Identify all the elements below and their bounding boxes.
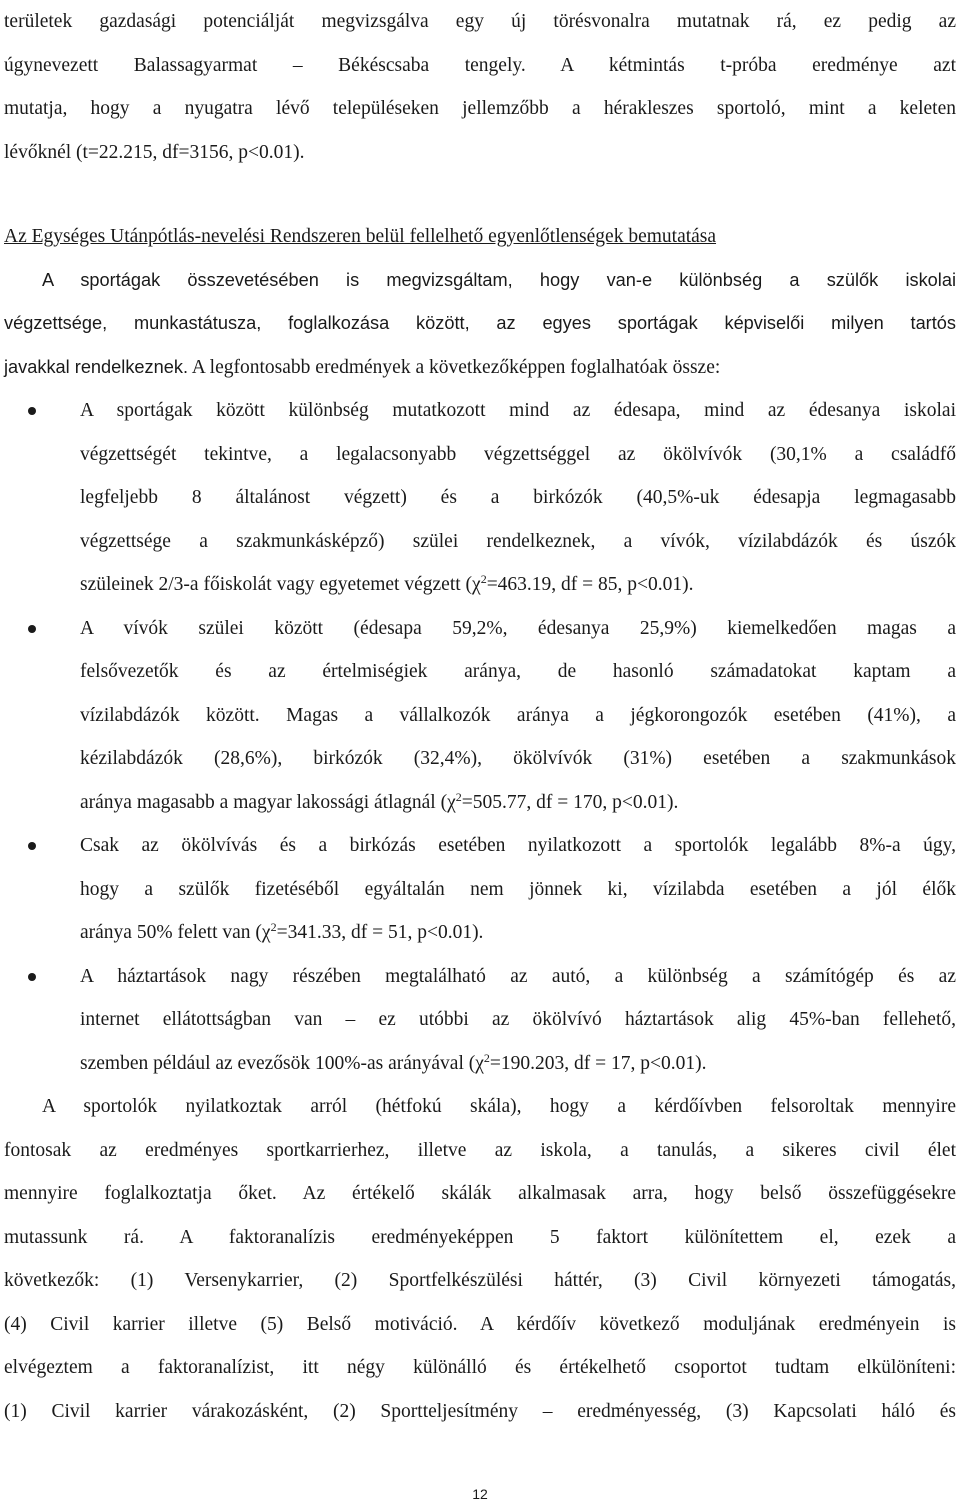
stat-text: =190.203, df = 17, p<0.01). <box>489 1052 707 1074</box>
section-paragraph <box>4 259 956 390</box>
list-line: vízilabdázók között. Magas a vállalkozók aránya a jégkorongozók esetében (41%), a <box>80 704 956 726</box>
stat-text: szemben például az evezősök 100%-as arányával (χ <box>80 1052 484 1074</box>
paragraph-serif-text: A legfontosabb eredmények a következőképpen foglalhatóak össze: <box>188 356 721 378</box>
list-item <box>4 607 956 825</box>
stat-text: aránya magasabb a magyar lakossági átlagnál (χ <box>80 791 456 813</box>
findings-list <box>4 389 956 1085</box>
list-line: A háztartások nagy részében megtalálható az autó, a különbség a számítógép és az <box>80 965 956 987</box>
list-item <box>4 824 956 955</box>
page-number: 12 <box>472 1486 488 1502</box>
paragraph-line: elvégeztem a faktoranalízist, itt négy különálló és értékelhető csoportot tudtam elkülöníteni: <box>4 1357 956 1378</box>
chi-square-exponent: 2 <box>270 920 277 934</box>
list-line: A vívók szülei között (édesapa 59,2%, édesanya 25,9%) kiemelkedően magas a <box>80 617 956 639</box>
stat-text: aránya 50% felett van (χ <box>80 922 271 943</box>
intro-paragraph <box>4 0 956 174</box>
list-line: Csak az ökölvívás és a birkózás esetében nyilatkozott a sportolók legalább 8%-a úgy, <box>80 835 956 856</box>
stat-text: =463.19, df = 85, p<0.01). <box>486 574 694 595</box>
paragraph-line <box>4 346 956 390</box>
paragraph-line: (4) Civil karrier illetve (5) Belső motiváció. A kérdőív következő moduljának eredményein is <box>4 1313 956 1335</box>
intro-line: úgynevezett Balassagyarmat – Békéscsaba tengely. A kétmintás t-próba eredménye azt <box>4 54 956 76</box>
paragraph-line: mennyire foglalkoztatja őket. Az értékelő skálák alkalmasak arra, hogy belső összefüggésekre <box>4 1183 956 1204</box>
intro-line: mutatja, hogy a nyugatra lévő településeken jellemzőbb a hérakleszes sportoló, mint a keleten <box>4 98 956 119</box>
spacer <box>4 174 956 215</box>
paragraph-line: A sportágak összevetésében is megvizsgáltam, hogy van-e különbség a szülők iskolai <box>42 269 956 290</box>
paragraph-line: mutassunk rá. A faktoranalízis eredményeképpen 5 faktort különítettem el, ezek a <box>4 1226 956 1248</box>
paragraph-line: végzettsége, munkastátusza, foglalkozása között, az egyes sportágak képviselői milyen tartós <box>4 313 956 333</box>
bullet-icon <box>28 842 36 850</box>
chi-square-exponent: 2 <box>480 572 487 586</box>
list-item <box>4 955 956 1086</box>
bullet-icon <box>28 625 36 633</box>
paragraph-line: (1) Civil karrier várakozásként, (2) Sportteljesítmény – eredményesség, (3) Kapcsolati háló és <box>4 1400 956 1422</box>
list-line <box>80 911 956 955</box>
list-line <box>80 1042 956 1086</box>
list-line: A sportágak között különbség mutatkozott mind az édesapa, mind az édesanya iskolai <box>80 400 956 421</box>
list-line: hogy a szülők fizetéséből egyáltalán nem jönnek ki, vízilabda esetében a jól élők <box>80 878 956 900</box>
list-line: végzettségét tekintve, a legalacsonyabb végzettséggel az ökölvívók (30,1% a családfő <box>80 443 956 465</box>
chi-square-exponent: 2 <box>455 789 462 804</box>
paragraph-line: fontosak az eredményes sportkarrierhez, illetve az iskola, a tanulás, a sikeres civil élet <box>4 1139 956 1161</box>
list-line: felsővezetők és az értelmiségiek aránya, de hasonló számadatokat kaptam a <box>80 661 956 682</box>
document-page <box>4 0 956 1433</box>
list-line: végzettsége a szakmunkásképző) szülei rendelkeznek, a vívók, vízilabdázók és úszók <box>80 530 956 552</box>
stat-text: =505.77, df = 170, p<0.01). <box>461 791 679 813</box>
bullet-icon <box>28 407 36 415</box>
paragraph-line: következők: (1) Versenykarrier, (2) Sportfelkészülési háttér, (3) Civil környezeti támogatás, <box>4 1270 956 1291</box>
list-line: internet ellátottságban van – ez utóbbi az ökölvívó háztartások alig 45%-ban fellehető, <box>80 1009 956 1030</box>
section-heading: Az Egységes Utánpótlás-nevelési Rendszeren belül fellelhető egyenlőtlenségek bemutatása <box>4 226 717 247</box>
paragraph-sans-text: javakkal rendelkeznek. <box>4 356 188 377</box>
bullet-icon <box>28 973 36 981</box>
stat-text: =341.33, df = 51, p<0.01). <box>276 922 484 943</box>
stat-text: szüleinek 2/3-a főiskolát vagy egyetemet végzett (χ <box>80 574 481 595</box>
list-line: kézilabdázók (28,6%), birkózók (32,4%), ökölvívók (31%) esetében a szakmunkások <box>80 748 956 769</box>
list-line <box>80 563 956 607</box>
list-item <box>4 389 956 607</box>
intro-line: lévőknél (t=22.215, df=3156, p<0.01). <box>4 141 305 163</box>
intro-line: területek gazdasági potenciálját megvizsgálva egy új törésvonalra mutatnak rá, ez pedig az <box>4 11 956 32</box>
paragraph-line: A sportolók nyilatkoztak arról (hétfokú skála), hogy a kérdőívben felsoroltak mennyire <box>42 1096 956 1117</box>
closing-paragraph <box>4 1085 956 1433</box>
chi-square-exponent: 2 <box>483 1050 490 1065</box>
list-line <box>80 781 956 825</box>
list-line: legfeljebb 8 általánost végzett) és a birkózók (40,5%-uk édesapja legmagasabb <box>80 487 956 508</box>
